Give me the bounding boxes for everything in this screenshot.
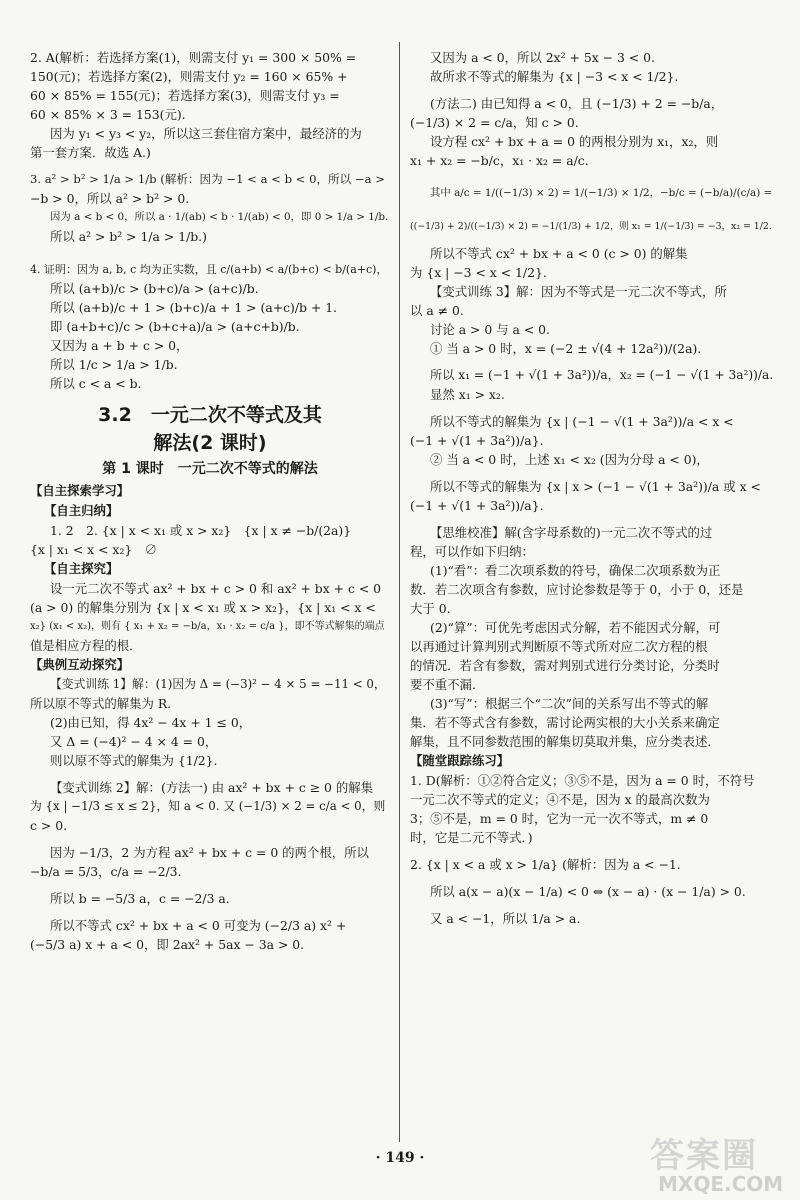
text-line: 60 × 85% = 155(元)；若选择方案(3)，则需支付 y₃ = [30,88,340,103]
column-divider [399,42,400,1142]
answer-q3 [30,170,390,246]
text-line: 所以不等式 cx² + bx + a < 0 (c > 0) 的解集 [430,246,688,261]
text-line: x₁ + x₂ = −b/c，x₁ · x₂ = a/c. [410,153,589,168]
text-line: (2)由已知，得 4x² − 4x + 1 ≤ 0， [50,715,252,730]
text-line: (a > 0) 的解集分别为 {x | x < x₁ 或 x > x₂}，{x | x₁ < x < [30,600,376,615]
text-line: 即 (a+b+c)/c > (b+c+a)/a > (a+c+b)/b. [50,319,300,334]
text-line: 【思维校准】解(含字母系数的)一元二次不等式的过 [430,525,713,540]
text-line: ① 当 a > 0 时，x = (−2 ± √(4 + 12a²))/(2a). [430,341,702,356]
heading-examples: 【典例互动探究】 [30,657,130,672]
text-line: 【变式训练 1】解：(1)因为 Δ = (−3)² − 4 × 5 = −11 < 0， [50,677,386,691]
text-line: 因为 a < b < 0，所以 a · 1/(ab) < b · 1/(ab) < 0，即 0 > 1/a > 1/b. [50,211,389,223]
section-title-line2: 解法(2 课时) [153,432,267,454]
right-column [410,48,775,928]
text-line: 程，可以作如下归纳： [410,544,534,559]
text-line: 又因为 a + b + c > 0， [50,338,189,353]
text-line: 所以 b = −5/3 a，c = −2/3 a. [50,891,230,906]
text-line: 所以不等式的解集为 {x | x > (−1 − √(1 + 3a²))/a 或 x < [430,479,761,494]
text-line: (−5/3 a) x + a < 0，即 2ax² + 5ax − 3a > 0. [30,937,305,952]
text-line: 第一套方案．故选 A.) [30,145,151,160]
text-line: (−1 + √(1 + 3a²))/a}. [410,498,544,513]
text-line: 60 × 85% × 3 = 153(元). [30,107,186,122]
page-number: · 149 · [375,1150,425,1166]
answer-q2 [30,48,390,162]
text-line: 所以 1/c > 1/a > 1/b. [50,357,178,372]
lesson-title: 第 1 课时 一元二次不等式的解法 [102,461,318,477]
text-line: 所以不等式 cx² + bx + a < 0 可变为 (−2/3 a) x² + [50,918,347,933]
text-line: 数．若二次项含有参数，应讨论参数是等于 0，小于 0，还是 [410,582,744,597]
text-line: 4. 证明：因为 a, b, c 均为正实数，且 c/(a+b) < a/(b+c) < b/(a+c)， [30,263,388,276]
text-line: 所以 x₁ = (−1 + √(1 + 3a²))/a，x₂ = (−1 − √(1 + 3a²))/a. [430,368,774,382]
text-line: 2. {x | x < a 或 x > 1/a} (解析：因为 a < −1. [410,857,681,872]
text-line: c > 0. [30,818,68,833]
text-line: (2)“算”：可优先考虑因式分解，若不能因式分解，可 [430,620,721,635]
text-line: (−1 + √(1 + 3a²))/a}. [410,433,544,448]
text-line: 所以原不等式的解集为 R. [30,696,172,711]
text-line: {x | x₁ < x < x₂} ∅ [30,542,158,557]
text-line: 所以 (a+b)/c > (b+c)/a > (a+c)/b. [50,281,259,296]
text-line: 设方程 cx² + bx + a = 0 的两根分别为 x₁，x₂，则 [430,134,719,149]
text-line: 又因为 a < 0，所以 2x² + 5x − 3 < 0. [430,50,655,65]
watermark-logo [650,1128,798,1198]
text-line: ((−1/3) + 2)/((−1/3) × 2) = −1/(1/3) + 1/2，则 x₁ = 1/(−1/3) = −3，x₂ = 1/2. [410,221,772,232]
text-line: 因为 y₁ < y₃ < y₂，所以这三套住宿方案中，最经济的为 [50,126,362,141]
heading-summary: 【自主归纳】 [44,503,119,518]
heading-explore: 【自主探索学习】 [30,483,130,498]
text-line: 1. 2 2. {x | x < x₁ 或 x > x₂} {x | x ≠ −b/(2a)} [50,523,352,538]
text-line: 故所求不等式的解集为 {x | −3 < x < 1/2}. [430,69,679,84]
text-line: 为 {x | −1/3 ≤ x ≤ 2}，知 a < 0. 又 (−1/3) × 2 = c/a < 0，则 [30,799,386,813]
text-line: −b > 0，所以 a² > b² > 0. [30,191,190,206]
text-line: 以 a ≠ 0. [410,303,464,318]
text-line: 3；⑤不是，m = 0 时，它为一元一次不等式，m ≠ 0 [410,811,709,826]
text-line: 其中 a/c = 1/((−1/3) × 2) = 1/(−1/3) × 1/2，−b/c = (−b/a)/(c/a) = [430,187,773,199]
text-line: 集．若不等式含有参数，需讨论两实根的大小关系来确定 [410,715,720,730]
text-line: x₂} (x₁ < x₂)，则有 { x₁ + x₂ = −b/a，x₁ · x₂ = c/a }，即不等式解集的端点 [30,621,385,632]
text-line: (3)“写”：根据三个“二次”间的关系写出不等式的解 [430,696,709,711]
text-line: 所以 (a+b)/c + 1 > (b+c)/a + 1 > (a+c)/b + 1. [50,300,338,315]
text-line: (1)“看”：看二次项系数的符号，确保二次项系数为正 [430,563,721,578]
text-line: 【变式训练 2】解：(方法一) 由 ax² + bx + c ≥ 0 的解集 [50,780,374,795]
text-line: 为 {x | −3 < x < 1/2}. [410,265,547,280]
heading-inquiry: 【自主探究】 [44,561,119,576]
text-line: 时，它是二元不等式．) [410,830,533,845]
text-line: 【变式训练 3】解：因为不等式是一元二次不等式，所 [430,284,727,299]
text-line: 所以 a(x − a)(x − 1/a) < 0 ⇔ (x − a) · (x − 1/a) > 0. [430,884,746,899]
text-line: (−1/3) × 2 = c/a，知 c > 0. [410,115,579,130]
text-line: 值是相应方程的根． [30,638,142,653]
text-line: 一元二次不等式的定义；④不是，因为 x 的最高次数为 [410,792,710,807]
text-line: 所以不等式的解集为 {x | (−1 − √(1 + 3a²))/a < x < [430,414,734,429]
text-line: 所以 c < a < b. [50,376,142,391]
text-line: 因为 −1/3，2 为方程 ax² + bx + c = 0 的两个根，所以 [50,845,369,860]
text-line: 1. D(解析：①②符合定义；③⑤不是，因为 a = 0 时，不符号 [410,773,755,788]
watermark-url: MXQE.COM [658,1172,784,1196]
left-column [30,48,390,954]
text-line: (方法二) 由已知得 a < 0，且 (−1/3) + 2 = −b/a， [430,96,724,111]
text-line: 150(元)；若选择方案(2)，则需支付 y₂ = 160 × 65% + [30,69,348,84]
text-line: 显然 x₁ > x₂. [430,387,505,402]
text-line: 讨论 a > 0 与 a < 0. [430,322,550,337]
heading-practice: 【随堂跟踪练习】 [410,753,510,768]
answer-q4 [30,260,390,393]
text-line: 则以原不等式的解集为 {1/2}. [50,753,218,768]
text-line: 以再通过计算判别式判断原不等式所对应二次方程的根 [410,639,708,654]
text-line: −b/a = 5/3，c/a = −2/3. [30,864,182,879]
text-line: 解集，且不同参数范围的解集切莫取并集，应分类表述． [410,734,720,749]
text-line: 要不重不漏． [410,677,485,692]
text-line: 3. a² > b² > 1/a > 1/b (解析：因为 −1 < a < b < 0，所以 −a > [30,172,385,186]
text-line: 又 a < −1，所以 1/a > a. [430,911,581,926]
text-line: ② 当 a < 0 时，上述 x₁ < x₂ (因为分母 a < 0)， [430,452,709,467]
section-title: 3.2 一元二次不等式及其 [98,404,322,426]
text-line: 所以 a² > b² > 1/a > 1/b.) [50,229,207,244]
watermark-text: 答案圈 [650,1136,758,1176]
text-line: 又 Δ = (−4)² − 4 × 4 = 0， [50,734,218,749]
text-line: 大于 0. [410,601,451,616]
text-line: 设一元二次不等式 ax² + bx + c > 0 和 ax² + bx + c < 0 [50,581,382,596]
text-line: 的情况．若含有参数，需对判别式进行分类讨论，分类时 [410,658,720,673]
text-line: 2. A(解析：若选择方案(1)，则需支付 y₁ = 300 × 50% = [30,50,357,65]
